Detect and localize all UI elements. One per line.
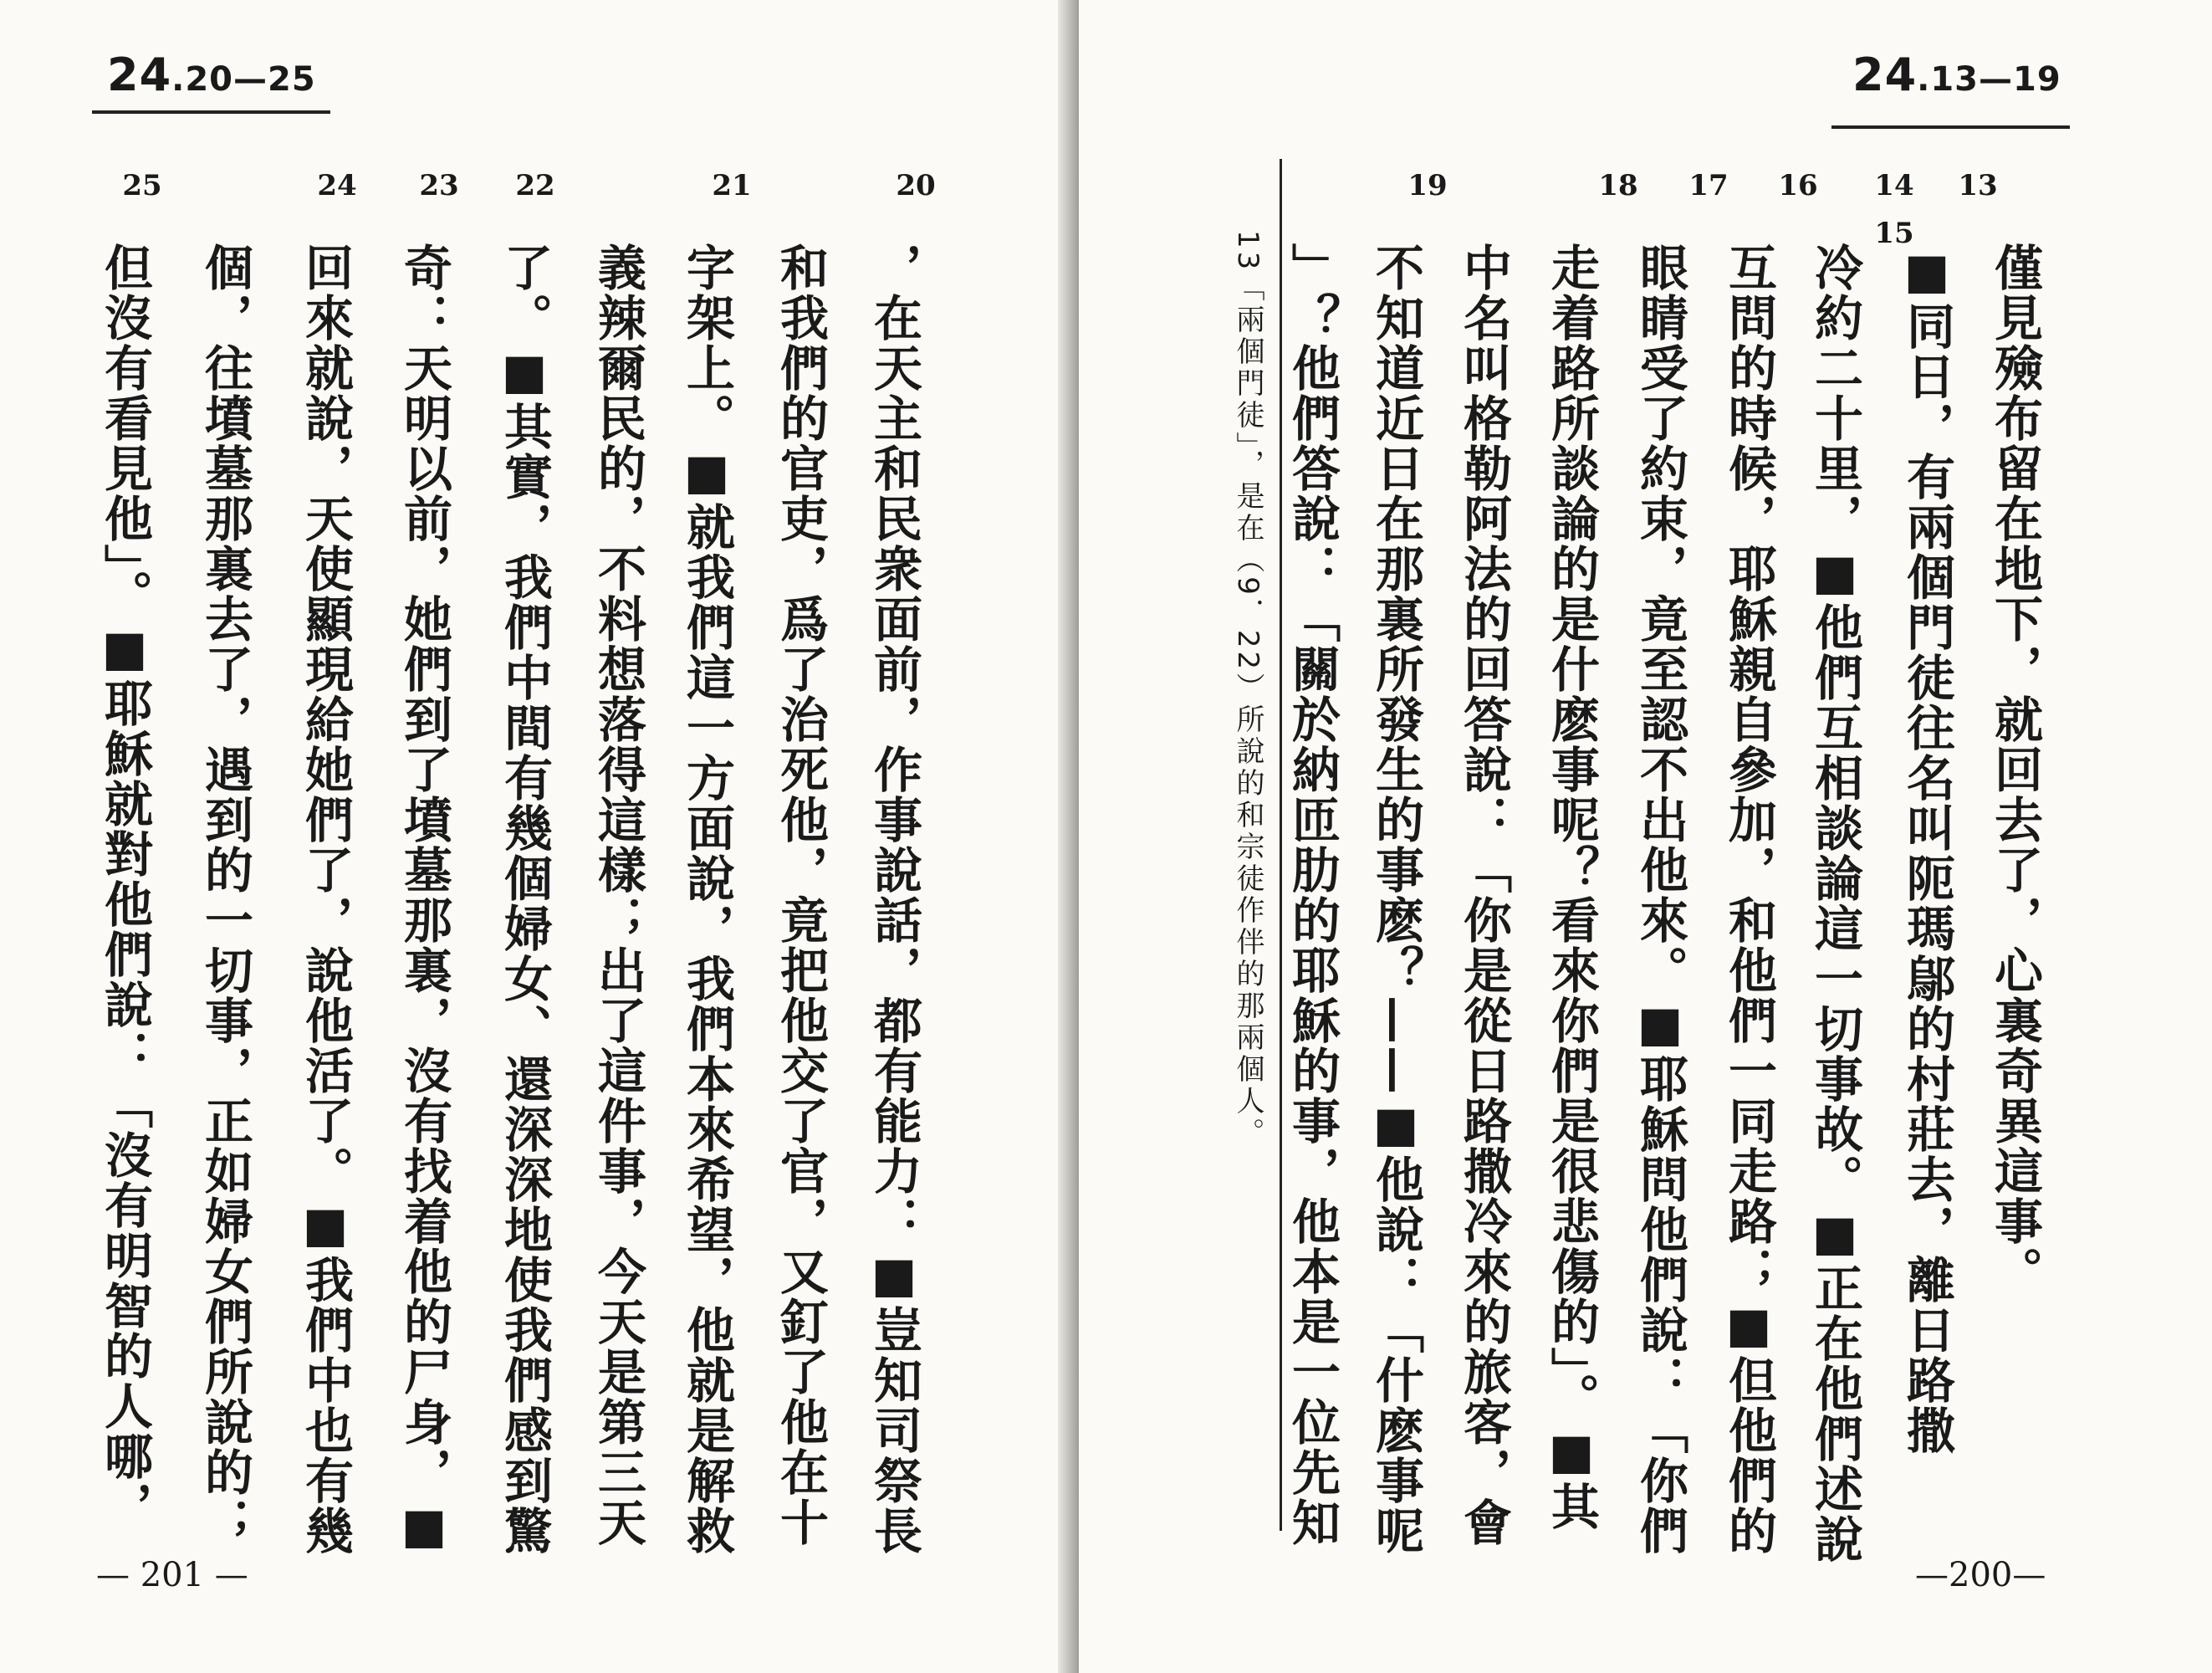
right-page [1079, 0, 2212, 1673]
text-column: ，在天主和民衆面前，作事說話，都有能力：■豈知司祭長 [866, 243, 922, 1556]
verse-number: 25 [122, 169, 162, 202]
text-column: 走着路所談論的是什麽事呢？看來你們是很悲傷的」。■其 [1543, 243, 1600, 1532]
right-header-rule [1831, 125, 2070, 129]
verse-number: 22 [515, 169, 555, 202]
verse-number: 19 [1407, 169, 1448, 202]
left-page [0, 0, 1079, 1673]
text-column: 互問的時候，耶穌親自參加，和他們一同走路；■但他們的 [1720, 243, 1777, 1556]
text-column: 僅見殮布留在地下，就回去了，心裏奇異這事。 [1986, 243, 2043, 1297]
verse-number: 16 [1778, 169, 1818, 202]
left-header-rule [92, 110, 330, 114]
footnote: 13「兩個門徒」，是在（9．22）所說的和宗徒作伴的那兩個人。 [1231, 230, 1264, 1150]
right-header-range: .13—19 [1917, 60, 2061, 99]
text-column: 個，往墳墓那裏去了，遇到的一切事，正如婦女們所說的； [197, 243, 253, 1548]
verse-number: 13 [1958, 169, 1998, 202]
verse-number: 20 [896, 169, 936, 202]
left-header-chapter: 24 [107, 49, 172, 101]
verse-number: 15 [1874, 217, 1914, 250]
left-header-range: .20—25 [171, 60, 316, 99]
text-column: 眼睛受了約束，竟至認不出他來。■耶穌問他們說：「你們 [1632, 243, 1688, 1556]
text-column: 」？他們答說：「關於納匝肋的耶穌的事，他本是一位先知 [1284, 243, 1341, 1548]
text-column: 回來就說，天使顯現給她們了，說他活了。■我們中也有幾 [297, 243, 354, 1556]
text-column: 中名叫格勒阿法的回答說：「你是從日路撒冷來的旅客，會 [1455, 243, 1512, 1548]
verse-number: 24 [317, 169, 357, 202]
page-number: — 201 — [96, 1556, 248, 1594]
text-column: 和我們的官吏，爲了治死他，竟把他交了官，又釘了他在十 [772, 243, 829, 1548]
text-column: 奇：天明以前，她們到了墳墓那裏，沒有找着他的尸身，■ [396, 243, 452, 1556]
text-column: ■同日，有兩個門徒往名叫阨瑪鄔的村莊去，離日路撒 [1898, 243, 1955, 1456]
verse-number: 23 [419, 169, 459, 202]
text-column: 字架上。■就我們這一方面說，我們本來希望，他就是解救 [678, 243, 735, 1556]
page-number: —200— [1915, 1556, 2046, 1594]
right-header-chapter: 24 [1852, 49, 1918, 101]
verse-number: 17 [1688, 169, 1729, 202]
text-column: 但沒有看見他」。■耶穌就對他們說：「沒有明智的人哪， [96, 243, 153, 1532]
text-column: 不知道近日在那裏所發生的事麽？——■他說：「什麽事呢 [1367, 243, 1424, 1556]
right-page-header [1852, 49, 2061, 101]
verse-number: 21 [712, 169, 752, 202]
verse-number: 18 [1598, 169, 1638, 202]
text-column: 了。■其實，我們中間有幾個婦女、還深深地使我們感到驚 [496, 243, 553, 1556]
footnote-separator-rule [1280, 159, 1282, 1531]
left-page-header [107, 49, 316, 101]
text-column: 冷約二十里，■他們互相談論這一切事故。■正在他們述說 [1806, 243, 1863, 1564]
verse-number: 14 [1874, 169, 1914, 202]
text-column: 義辣爾民的，不料想落得這樣；出了這件事，今天是第三天 [590, 243, 646, 1548]
